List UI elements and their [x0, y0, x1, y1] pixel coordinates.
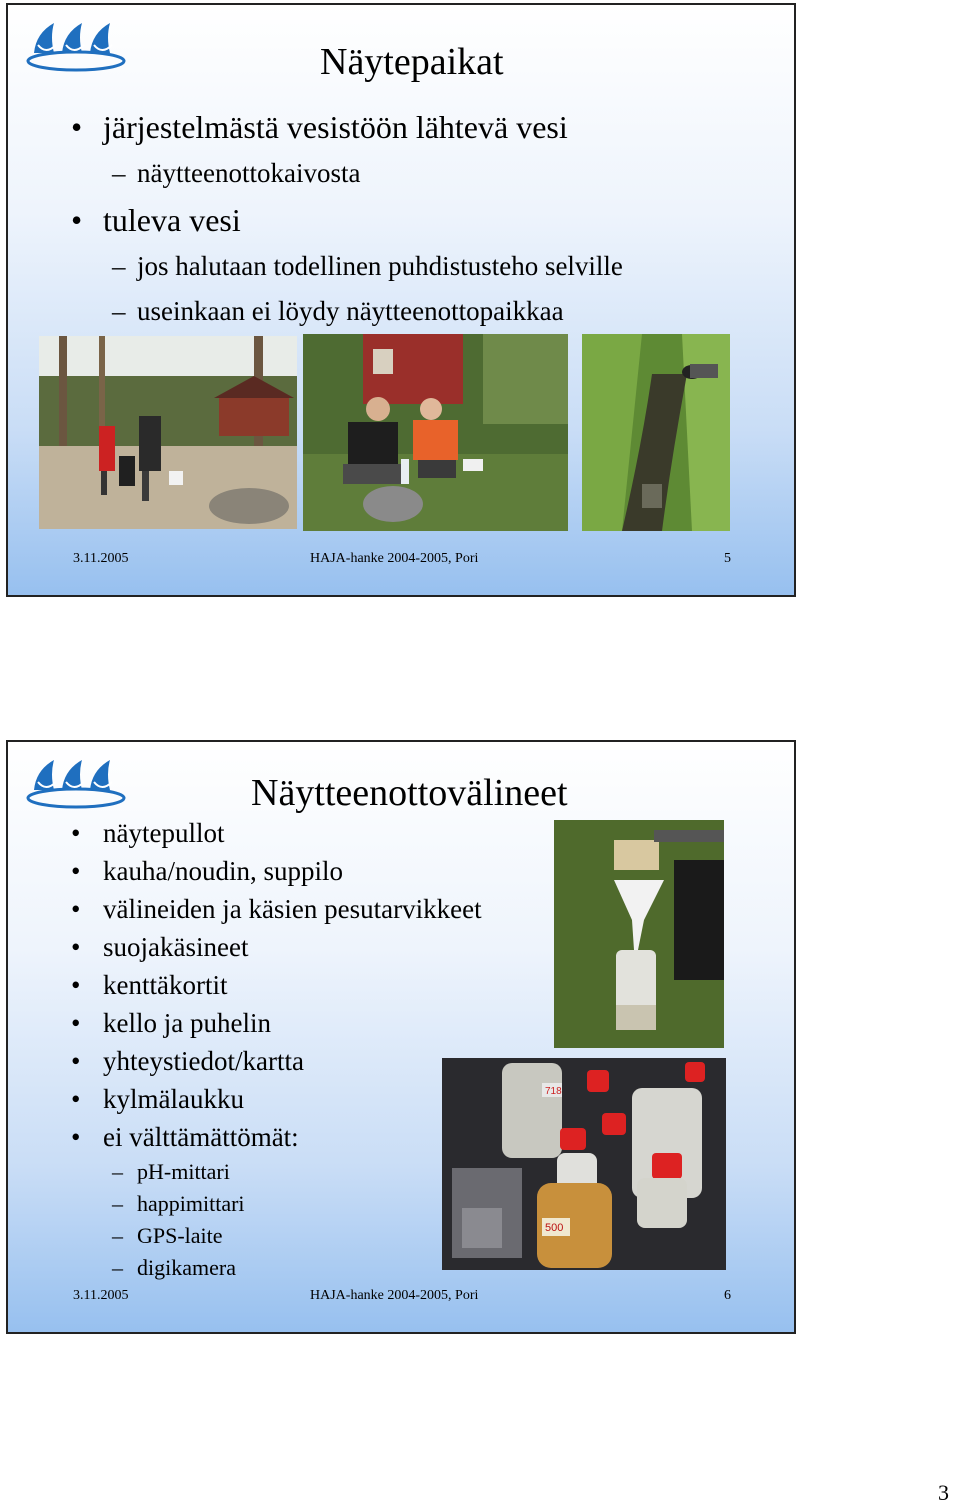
bullet-item: • kello ja puhelin [8, 1004, 482, 1042]
water-drops-logo-icon [26, 752, 130, 810]
sub-bullet-item: – happimittari [8, 1188, 482, 1220]
slide-title: Näytteenottovälineet [251, 772, 568, 814]
photo-funnel-bottle [554, 820, 724, 1048]
slide-2 [6, 740, 796, 1334]
photo-cooler-bottles [442, 1058, 726, 1270]
bullet-item: • suojakäsineet [8, 928, 482, 966]
bullet-item: • tuleva vesi [8, 196, 623, 244]
slide-1 [6, 3, 796, 597]
slide-title: Näytepaikat [320, 41, 504, 83]
footer-project: HAJA-hanke 2004-2005, Pori [310, 1288, 479, 1303]
bullet-item: • yhteystiedot/kartta [8, 1042, 482, 1080]
bullet-item: • kenttäkortit [8, 966, 482, 1004]
sub-bullet-item: – GPS-laite [8, 1220, 482, 1252]
bottle-label: 500 [545, 1222, 564, 1234]
footer-slide-number: 5 [724, 551, 731, 566]
footer-date: 3.11.2005 [73, 1288, 129, 1303]
footer-date: 3.11.2005 [73, 551, 129, 566]
bullet-item: • järjestelmästä vesistöön lähtevä vesi [8, 103, 623, 151]
bottle-label: 718 [545, 1086, 562, 1097]
bullet-item: • välineiden ja käsien pesutarvikkeet [8, 890, 482, 928]
bullet-list [8, 103, 623, 334]
sub-bullet-item: – näytteenottokaivosta [8, 151, 623, 196]
page-number: 3 [938, 1480, 949, 1505]
sub-bullet-item: – jos halutaan todellinen puhdistusteho selville [8, 244, 623, 289]
bullet-item: • kauha/noudin, suppilo [8, 852, 482, 890]
water-drops-logo-icon [26, 15, 130, 73]
sub-bullet-item: – digikamera [8, 1252, 482, 1284]
footer-slide-number: 6 [724, 1288, 731, 1303]
sub-bullet-item: – useinkaan ei löydy näytteenottopaikkaa [8, 289, 623, 334]
photo-sampling-well [39, 336, 297, 529]
bullet-list [8, 814, 482, 1284]
bullet-item: • ei välttämättömät: [8, 1118, 482, 1156]
photo-sampling-kneeling [303, 334, 568, 531]
photo-ditch-pipe [582, 334, 730, 531]
footer-project: HAJA-hanke 2004-2005, Pori [310, 551, 479, 566]
bullet-item: • näytepullot [8, 814, 482, 852]
sub-bullet-item: – pH-mittari [8, 1156, 482, 1188]
bullet-item: • kylmälaukku [8, 1080, 482, 1118]
